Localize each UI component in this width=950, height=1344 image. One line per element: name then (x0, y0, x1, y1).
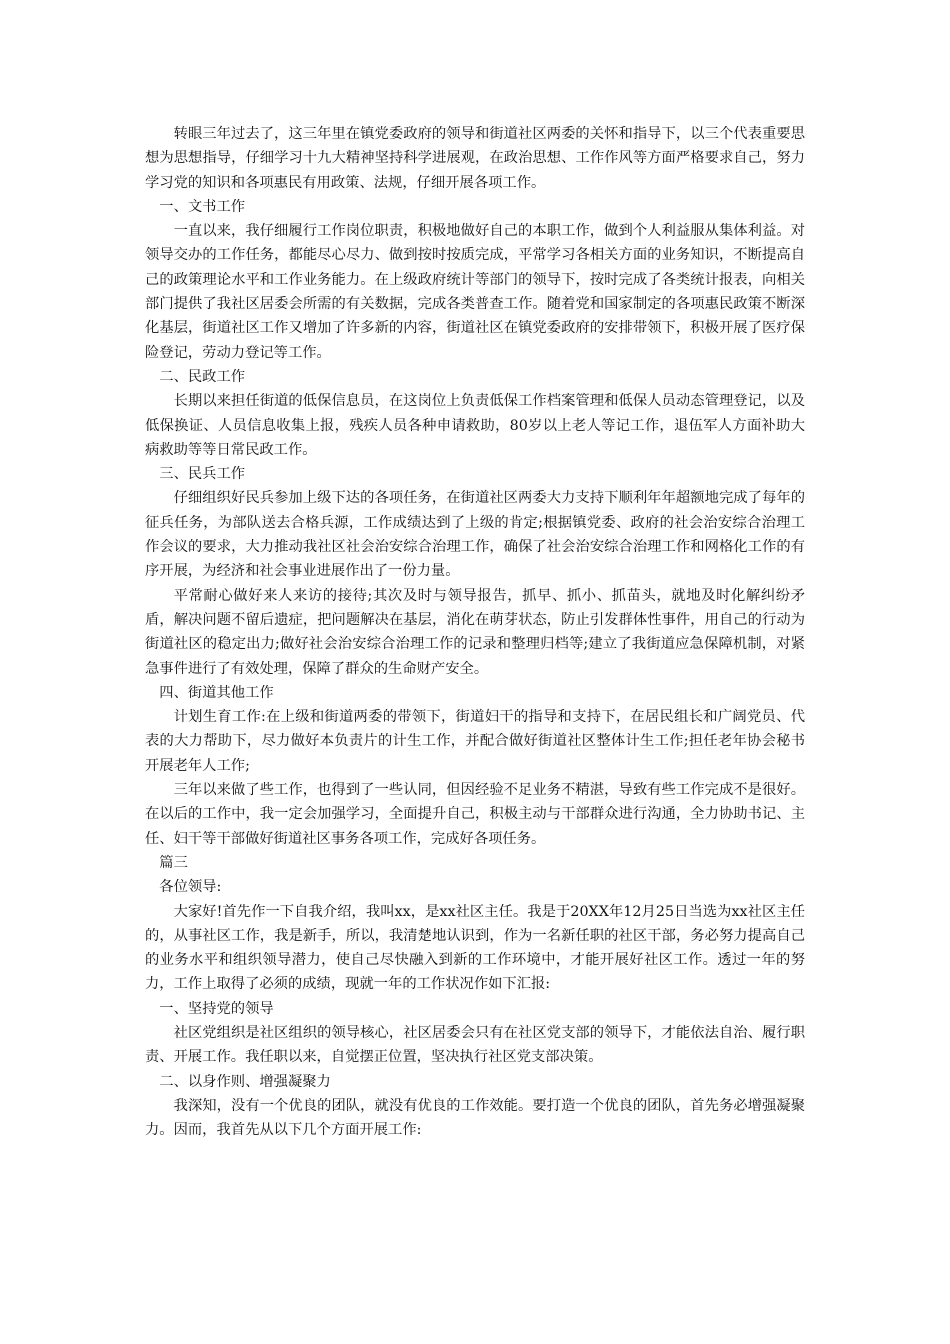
salutation: 各位领导: (159, 879, 222, 896)
paragraph-party-leadership: 社区党组织是社区组织的领导核心，社区居委会只有在社区党支部的领导下，才能依法自治、履行职责、开展工作。我任职以来，自觉摆正位置，坚决执行社区党支部决策。 (145, 1024, 805, 1066)
section-heading-other: 四、街道其他工作 (159, 684, 274, 701)
section-heading-militia: 三、民兵工作 (159, 466, 246, 483)
paragraph-family-planning: 计划生育工作:在上级和街道两委的带领下，街道妇干的指导和支持下，在居民组长和广阔党员、代表的大力帮助下，尽力做好本负责片的计生工作，并配合做好街道社区整体计生工作;担任老年协会秘书开展老年人工作; (145, 709, 805, 774)
paragraph-militia: 仔细组织好民兵参加上级下达的各项任务，在街道社区两委大力支持下顺利年年超额地完成了每年的征兵任务，为部队送去合格兵源，工作成绩达到了上级的肯定;根据镇党委、政府的社会治安综合治理工作会议的要求，大力推动我社区社会治安综合治理工作，确保了社会治安综合治理工作和网格化工作的有序开展，为经济和社会事业进展作出了一份力量。 (145, 490, 805, 580)
section-heading-cohesion: 二、以身作则、增强凝聚力 (159, 1073, 331, 1090)
paragraph-cohesion: 我深知，没有一个优良的团队，就没有优良的工作效能。要打造一个优良的团队，首先务必增强凝聚力。因而，我首先从以下几个方面开展工作: (145, 1097, 805, 1139)
paragraph-self-intro: 大家好!首先作一下自我介绍，我叫xx，是xx社区主任。我是于20XX年12月25日当选为xx社区主任的，从事社区工作，我是新手，所以，我清楚地认识到，作为一名新任职的社区干部，务必努力提高自己的业务水平和组织领导潜力，使自己尽快融入到新的工作环境中，才能开展好社区工作。透过一年的努力，工作上取得了必须的成绩，现就一年的工作状况作如下汇报: (145, 903, 805, 993)
paragraph-clerical: 一直以来，我仔细履行工作岗位职责，积极地做好自己的本职工作，做到个人利益服从集体利益。对领导交办的工作任务，都能尽心尽力、做到按时按质完成，平常学习各相关方面的业务知识，不断提高自己的政策理论水平和工作业务能力。在上级政府统计等部门的领导下，按时完成了各类统计报表，向相关部门提供了我社区居委会所需的有关数据，完成各类普查工作。随着党和国家制定的各项惠民政策不断深化基层，街道社区工作又增加了许多新的内容，街道社区在镇党委政府的安排带领下，积极开展了医疗保险登记，劳动力登记等工作。 (145, 223, 805, 361)
section-heading-clerical: 一、文书工作 (159, 198, 246, 215)
paragraph-intro: 转眼三年过去了，这三年里在镇党委政府的领导和街道社区两委的关怀和指导下，以三个代表重要思想为思想指导，仔细学习十九大精神坚持科学进展观，在政治思想、工作作风等方面严格要求自己，努力学习党的知识和各项惠民有用政策、法规，仔细开展各项工作。 (145, 126, 805, 191)
section-heading-party-leadership: 一、坚持党的领导 (159, 1000, 274, 1017)
paragraph-summary: 三年以来做了些工作，也得到了一些认同，但因经验不足业务不精湛，导致有些工作完成不是很好。在以后的工作中，我一定会加强学习，全面提升自己，积极主动与干部群众进行沟通，全力协助书记、主任、妇干等干部做好街道社区事务各项工作，完成好各项任务。 (145, 782, 805, 847)
paragraph-reception: 平常耐心做好来人来访的接待;其次及时与领导报告，抓早、抓小、抓苗头，就地及时化解纠纷矛盾，解决问题不留后遗症，把问题解决在基层，消化在萌芽状态，防止引发群体性事件，用自己的行动为街道社区的稳定出力;做好社会治安综合治理工作的记录和整理归档等;建立了我街道应急保障机制，对紧急事件进行了有效处理，保障了群众的生命财产安全。 (145, 587, 805, 677)
document-body (145, 122, 805, 1142)
part-heading-three: 篇三 (159, 854, 188, 871)
section-heading-civil-affairs: 二、民政工作 (159, 368, 246, 385)
paragraph-civil-affairs: 长期以来担任街道的低保信息员，在这岗位上负责低保工作档案管理和低保人员动态管理登记，以及低保换证、人员信息收集上报，残疾人员各种申请救助，80岁以上老人等记工作，退伍军人方面补助大病救助等等日常民政工作。 (145, 393, 805, 458)
